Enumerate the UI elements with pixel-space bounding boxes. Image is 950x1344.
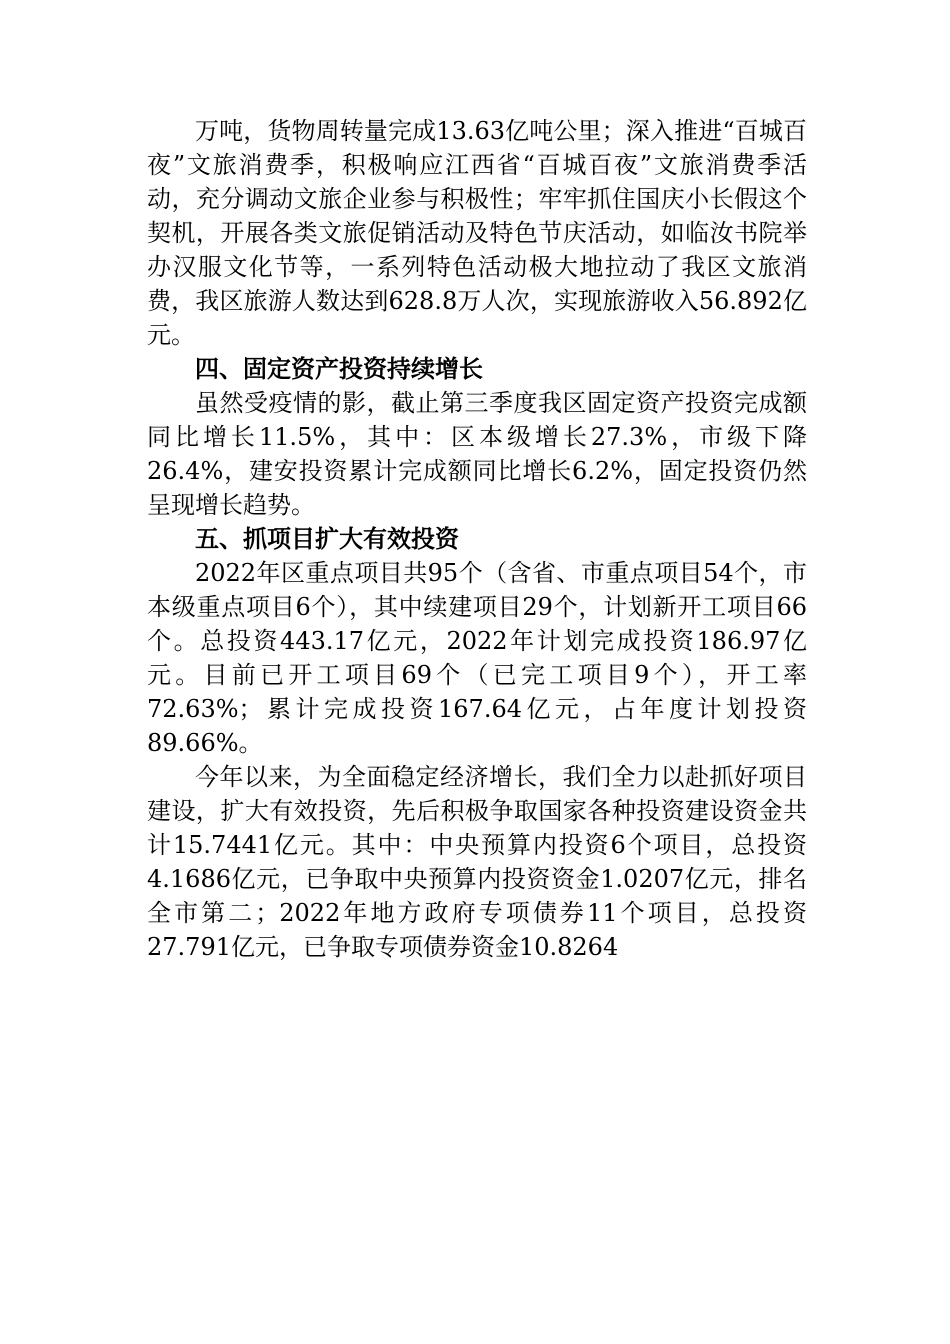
paragraph-key-projects: 2022年区重点项目共95个（含省、市重点项目54个，市本级重点项目6个），其中续建项目29个，计划新开工项目66个。总投资443.17亿元，2022年计划完成投资186.97亿元。目前已开工项目69个（已完工项目9个），开工率72.63%；累计完成投资167.64亿元，占年度计划投资89.66%。 — [147, 559, 807, 757]
paragraph-fixed-asset-investment: 虽然受疫情的影，截止第三季度我区固定资产投资完成额同比增长11.5%，其中：区本级增长27.3%，市级下降26.4%，建安投资累计完成额同比增长6.2%，固定投资仍然呈现增长趋势。 — [147, 389, 807, 519]
section-heading-fixed-asset-investment: 四、固定资产投资持续增长 — [195, 355, 483, 383]
section-heading-project-investment: 五、抓项目扩大有效投资 — [195, 525, 459, 553]
paragraph-investment-funds: 今年以来，为全面稳定经济增长，我们全力以赴抓好项目建设，扩大有效投资，先后积极争取国家各种投资建设资金共计15.7441亿元。其中：中央预算内投资6个项目，总投资4.1686亿元，已争取中央预算内投资资金1.0207亿元，排名全市第二；2022年地方政府专项债券11个项目，总投资27.791亿元，已争取专项债券资金10.8264 — [147, 763, 807, 961]
document-body — [147, 114, 807, 964]
paragraph-tourism: 万吨，货物周转量完成13.63亿吨公里；深入推进“百城百夜”文旅消费季，积极响应江西省“百城百夜”文旅消费季活动，充分调动文旅企业参与积极性；牢牢抓住国庆小长假这个契机，开展各类文旅促销活动及特色节庆活动，如临汝书院举办汉服文化节等，一系列特色活动极大地拉动了我区文旅消费，我区旅游人数达到628.8万人次，实现旅游收入56.892亿元。 — [147, 117, 807, 349]
